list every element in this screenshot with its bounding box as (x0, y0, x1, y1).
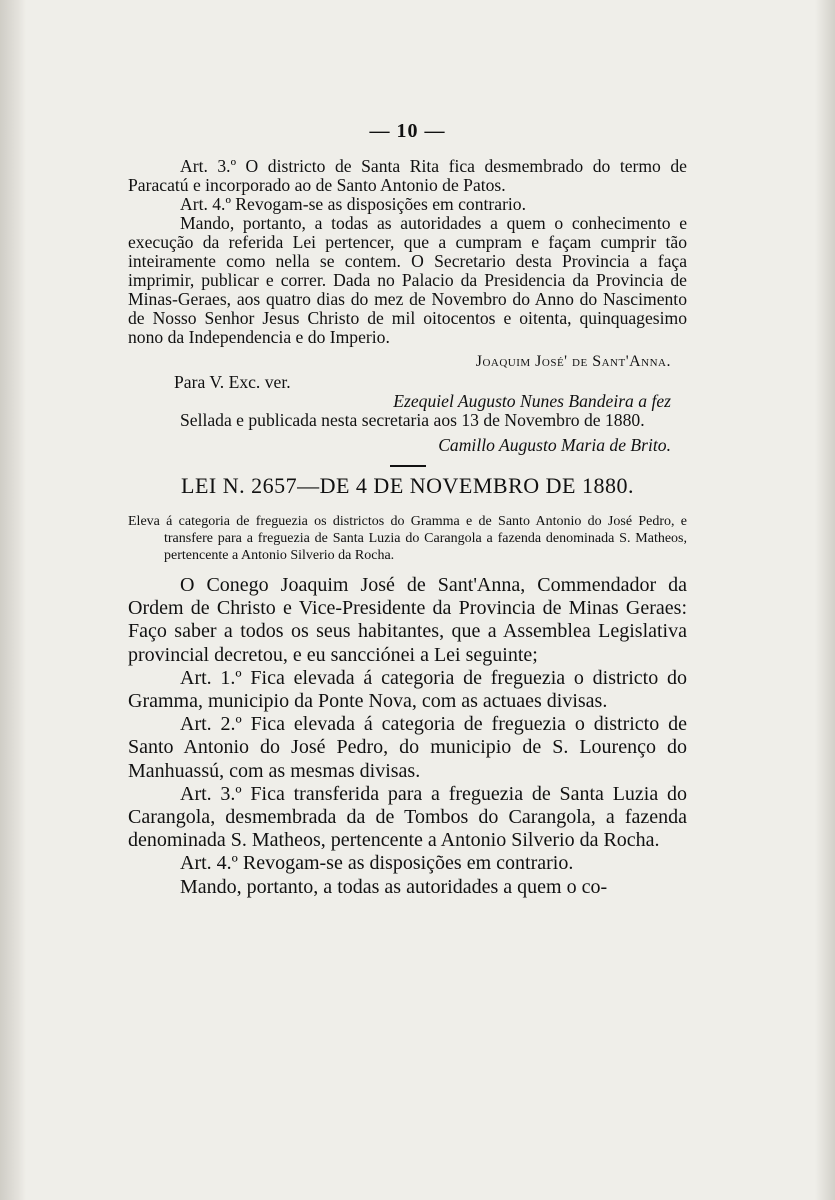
signature-joaquim: Joaquim José' de Sant'Anna. (475, 353, 671, 370)
article-4-top: Art. 4.º Revogam-se as disposições em contrario. (180, 194, 527, 214)
signature-camillo: Camillo Augusto Maria de Brito. (438, 435, 671, 455)
law-summary: Eleva á categoria de freguezia os districtos do Gramma e de Santo Antonio do José Pedro, e transfere para a freguezia de Santa Luzia do Carangola a fazenda denominada S. Matheos, pertencente a Antonio Silverio da Rocha. (128, 514, 687, 563)
page-right-edge (815, 0, 835, 1200)
page-number: — 10 — (369, 120, 446, 142)
law-article-1: Art. 1.º Fica elevada á categoria de freguezia o districto do Gramma, municipio da Ponte Nova, com as actuaes divisas. (128, 666, 687, 713)
law-mando-paragraph: Mando, portanto, a todas as autoridades a quem o co- (180, 875, 608, 898)
section-divider (390, 465, 426, 467)
signature-ezequiel: Ezequiel Augusto Nunes Bandeira a fez (393, 391, 671, 411)
law-article-2: Art. 2.º Fica elevada á categoria de freguezia o districto de Santo Antonio do José Pedro, do municipio de S. Lourenço do Manhuassú, com as mesmas divisas. (128, 713, 687, 782)
law-article-4: Art. 4.º Revogam-se as disposições em contrario. (180, 852, 574, 875)
article-3-top: Art. 3.º O districto de Santa Rita fica desmembrado do termo de Paracatú e incorporado ao de Santo Antonio de Patos. (128, 156, 687, 195)
para-ver: Para V. Exc. ver. (174, 372, 291, 392)
law-title: LEI N. 2657—DE 4 DE NOVEMBRO DE 1880. (181, 473, 634, 498)
page-binding-edge (0, 0, 26, 1200)
law-article-3: Art. 3.º Fica transferida para a freguezia de Santa Luzia do Carangola, desmembrada da de Tombos do Carangola, a fazenda denominada S. Matheos, pertencente a Antonio Silverio da Rocha. (128, 782, 687, 852)
sellada-paragraph: Sellada e publicada nesta secretaria aos 13 de Novembro de 1880. (180, 410, 645, 430)
mando-paragraph-top: Mando, portanto, a todas as autoridades a quem o conhecimento e execução da referida Lei pertencer, que a cumpram e façam cumprir tão inteiramente como nella se contem. O Secretario desta Provincia a faça imprimir, publicar e correr. Dada no Palacio da Presidencia da Provincia de Minas-Geraes, aos quatro dias do mez de Novembro do Anno do Nascimento de Nosso Senhor Jesus Christo de mil oitocentos e oitenta, quinquagesimo nono da Independencia e do Imperio. (128, 213, 687, 347)
law-preamble: O Conego Joaquim José de Sant'Anna, Commendador da Ordem de Christo e Vice-Presidente da Provincia de Minas Geraes: Faço saber a todos os seus habitantes, que a Assemblea Legislativa provincial decretou, e eu sancciónei a Lei seguinte; (128, 574, 687, 666)
